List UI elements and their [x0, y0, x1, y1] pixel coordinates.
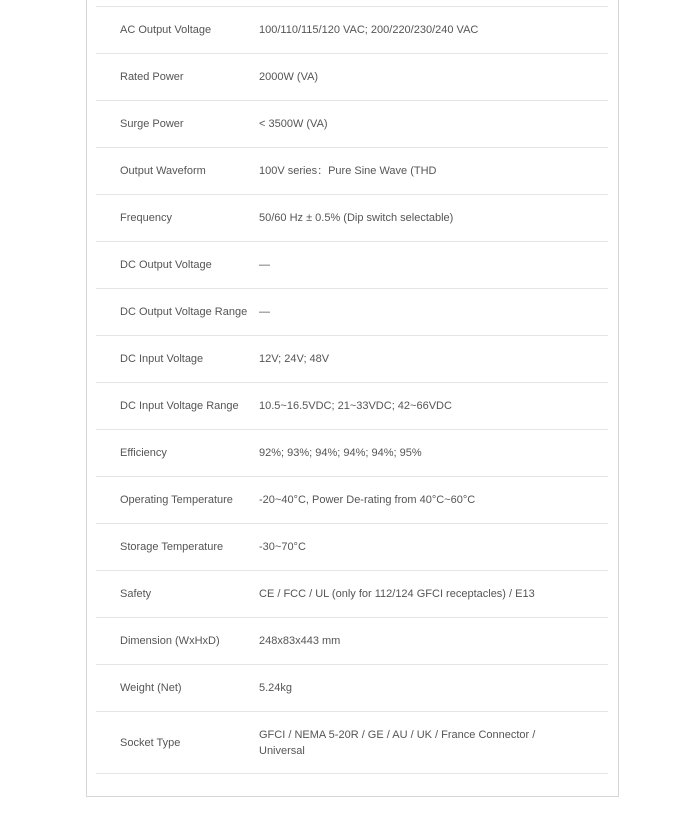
spec-row-dc-input-voltage [96, 335, 608, 382]
spec-row-efficiency [96, 429, 608, 476]
spec-label: Dimension (WxHxD) [120, 635, 220, 647]
spec-label: Operating Temperature [120, 494, 233, 506]
spec-label: Frequency [120, 212, 172, 224]
spec-row-dc-output-voltage [96, 241, 608, 288]
spec-row-rated-power [96, 53, 608, 100]
spec-label: Weight (Net) [120, 682, 182, 694]
spec-label: Efficiency [120, 447, 167, 459]
spec-label: DC Output Voltage Range [120, 306, 248, 318]
spec-value: 92%; 93%; 94%; 94%; 94%; 95% [259, 447, 422, 459]
spec-row-output-waveform [96, 147, 608, 194]
spec-label: Surge Power [120, 118, 184, 130]
spec-row-surge-power [96, 100, 608, 147]
spec-row-operating-temperature [96, 476, 608, 523]
spec-value: CE / FCC / UL (only for 112/124 GFCI receptacles) / E13 [259, 588, 535, 600]
spec-row-socket-type [96, 711, 608, 774]
spec-label: Safety [120, 588, 152, 600]
spec-value: < 3500W (VA) [259, 118, 328, 130]
spec-value: 100/110/115/120 VAC; 200/220/230/240 VAC [259, 24, 479, 36]
spec-row-frequency [96, 194, 608, 241]
spec-label: Storage Temperature [120, 541, 224, 553]
spec-row-dimension [96, 617, 608, 664]
spec-row-dc-input-voltage-range [96, 382, 608, 429]
spec-value: — [259, 259, 270, 271]
spec-label: DC Input Voltage Range [120, 400, 239, 412]
spec-value: 248x83x443 mm [259, 635, 341, 647]
spec-value: -20~40°C, Power De-rating from 40°C~60°C [259, 494, 476, 506]
spec-row-storage-temperature [96, 523, 608, 570]
spec-value: 50/60 Hz ± 0.5% (Dip switch selectable) [259, 212, 454, 224]
spec-value: GFCI / NEMA 5-20R / GE / AU / UK / France Connector / Universal [259, 728, 536, 757]
spec-row-weight [96, 664, 608, 711]
spec-value: 100V series：Pure Sine Wave (THD [259, 165, 437, 177]
spec-row-ac-output-voltage [96, 6, 608, 53]
spec-label: AC Output Voltage [120, 24, 212, 36]
spec-table [96, 6, 608, 774]
spec-label: DC Output Voltage [120, 259, 212, 271]
spec-value: 2000W (VA) [259, 71, 319, 83]
spec-value: 5.24kg [259, 682, 293, 694]
spec-label: Rated Power [120, 71, 184, 83]
spec-value: 12V; 24V; 48V [259, 353, 330, 365]
spec-value: -30~70°C [259, 541, 306, 553]
spec-value: 10.5~16.5VDC; 21~33VDC; 42~66VDC [259, 400, 452, 412]
spec-row-safety [96, 570, 608, 617]
spec-row-dc-output-voltage-range [96, 288, 608, 335]
spec-label: DC Input Voltage [120, 353, 204, 365]
spec-label: Socket Type [120, 736, 181, 749]
spec-value: — [259, 306, 270, 318]
spec-label: Output Waveform [120, 165, 206, 177]
